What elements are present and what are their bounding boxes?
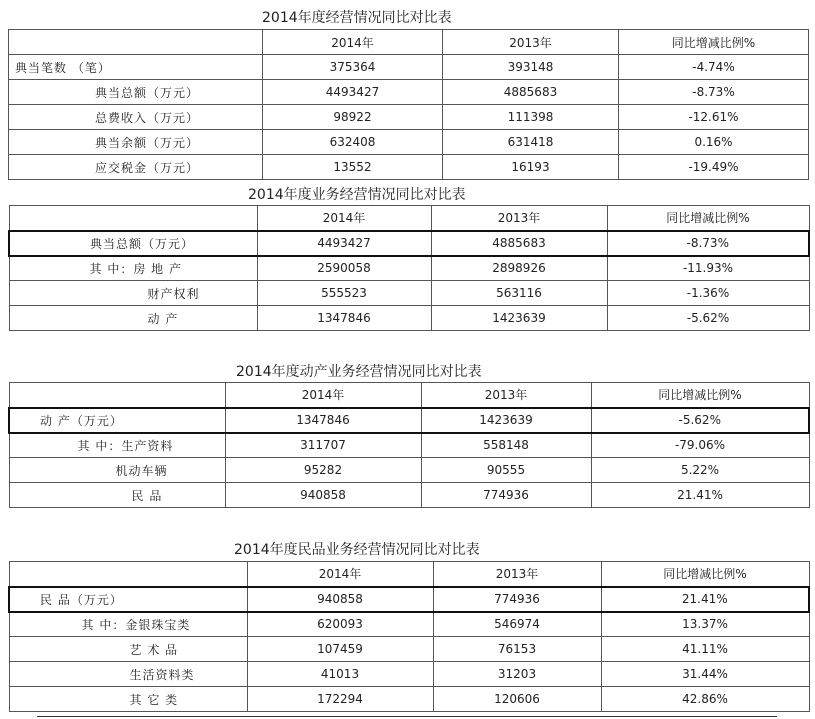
table-row (9, 281, 809, 306)
cell-2013: 546974 (433, 612, 601, 637)
cell-change: 42.86% (601, 687, 809, 712)
cell-2014: 940858 (225, 483, 421, 508)
header-cell-blank (9, 30, 263, 55)
row-label: 机动车辆 (9, 458, 225, 483)
cell-2013: 16193 (443, 155, 619, 180)
cell-2013: 631418 (443, 130, 619, 155)
table-row (9, 256, 809, 281)
cell-2013: 111398 (443, 105, 619, 130)
header-cell-2013: 2013年 (431, 206, 607, 231)
row-label: 其 中：生产资料 (9, 433, 225, 458)
header-cell-2014: 2014年 (263, 30, 443, 55)
row-label: 总费收入（万元） (9, 105, 263, 130)
cell-2013: 4885683 (431, 231, 607, 256)
cell-change: -19.49% (619, 155, 809, 180)
row-label: 典当总额（万元） (9, 231, 257, 256)
table-row (9, 105, 809, 130)
cell-2014: 1347846 (225, 408, 421, 433)
cell-change: 13.37% (601, 612, 809, 637)
cell-change: -4.74% (619, 55, 809, 80)
cell-2014: 375364 (263, 55, 443, 80)
table-row (9, 637, 809, 662)
cell-2014: 41013 (247, 662, 433, 687)
table-row (9, 612, 809, 637)
cell-2014: 940858 (247, 587, 433, 612)
cell-2013: 2898926 (431, 256, 607, 281)
row-label: 生活资料类 (9, 662, 247, 687)
cell-change: -8.73% (607, 231, 809, 256)
cell-2013: 774936 (421, 483, 591, 508)
table-3 (8, 382, 810, 508)
cell-2013: 4885683 (443, 80, 619, 105)
cell-2013: 393148 (443, 55, 619, 80)
header-cell-2014: 2014年 (247, 562, 433, 587)
header-cell-blank (9, 562, 247, 587)
cell-2014: 13552 (263, 155, 443, 180)
header-cell-2013: 2013年 (421, 383, 591, 408)
table-header-row (9, 562, 809, 587)
table-row (9, 55, 809, 80)
cell-2014: 620093 (247, 612, 433, 637)
cell-2013: 120606 (433, 687, 601, 712)
header-cell-change: 同比增减比例% (607, 206, 809, 231)
header-cell-2013: 2013年 (433, 562, 601, 587)
row-label: 其 它 类 (9, 687, 247, 712)
header-cell-change: 同比增减比例% (591, 383, 809, 408)
cell-2013: 76153 (433, 637, 601, 662)
cell-2014: 98922 (263, 105, 443, 130)
table-row (9, 687, 809, 712)
header-cell-change: 同比增减比例% (619, 30, 809, 55)
header-cell-change: 同比增减比例% (601, 562, 809, 587)
header-cell-2014: 2014年 (257, 206, 431, 231)
cell-change: 31.44% (601, 662, 809, 687)
table-row (9, 662, 809, 687)
cell-change: -12.61% (619, 105, 809, 130)
table-header-row (9, 206, 809, 231)
cell-2013: 563116 (431, 281, 607, 306)
cell-2014: 632408 (263, 130, 443, 155)
cell-change: -5.62% (607, 306, 809, 331)
table-1 (8, 29, 809, 180)
cell-2013: 31203 (433, 662, 601, 687)
table-row (9, 408, 809, 433)
cell-2014: 555523 (257, 281, 431, 306)
table-row (9, 130, 809, 155)
cell-change: 21.41% (591, 483, 809, 508)
header-cell-blank (9, 383, 225, 408)
cell-change: 0.16% (619, 130, 809, 155)
table-4-title: 2014年度民品业务经营情况同比对比表 (234, 542, 480, 558)
cell-change: -5.62% (591, 408, 809, 433)
cell-change: -11.93% (607, 256, 809, 281)
row-label: 典当余额（万元） (9, 130, 263, 155)
table-row (9, 483, 809, 508)
cell-change: -79.06% (591, 433, 809, 458)
table-3-title: 2014年度动产业务经营情况同比对比表 (236, 364, 482, 380)
table-row (9, 458, 809, 483)
row-label: 民 品 (9, 483, 225, 508)
row-label: 其 中：金银珠宝类 (9, 612, 247, 637)
page-bottom-divider (37, 716, 777, 717)
cell-2014: 2590058 (257, 256, 431, 281)
row-label: 动 产（万元） (9, 408, 225, 433)
row-label: 应交税金（万元） (9, 155, 263, 180)
cell-change: 21.41% (601, 587, 809, 612)
table-1-title: 2014年度经营情况同比对比表 (262, 10, 452, 26)
table-4 (8, 561, 810, 712)
table-row (9, 80, 809, 105)
table-row (9, 231, 809, 256)
table-2-title: 2014年度业务经营情况同比对比表 (248, 187, 466, 203)
cell-2013: 774936 (433, 587, 601, 612)
row-label: 典当笔数 （笔） (9, 55, 263, 80)
header-cell-2013: 2013年 (443, 30, 619, 55)
cell-2013: 558148 (421, 433, 591, 458)
cell-2013: 90555 (421, 458, 591, 483)
table-row (9, 433, 809, 458)
table-row (9, 306, 809, 331)
row-label: 典当总额（万元） (9, 80, 263, 105)
cell-change: -8.73% (619, 80, 809, 105)
table-header-row (9, 30, 809, 55)
table-row (9, 155, 809, 180)
row-label: 艺 术 品 (9, 637, 247, 662)
table-row (9, 587, 809, 612)
header-cell-blank (9, 206, 257, 231)
cell-change: 5.22% (591, 458, 809, 483)
cell-2013: 1423639 (421, 408, 591, 433)
table-2 (8, 205, 810, 331)
cell-2014: 172294 (247, 687, 433, 712)
cell-2014: 107459 (247, 637, 433, 662)
cell-change: -1.36% (607, 281, 809, 306)
row-label: 动 产 (9, 306, 257, 331)
cell-2014: 4493427 (263, 80, 443, 105)
cell-2014: 4493427 (257, 231, 431, 256)
header-cell-2014: 2014年 (225, 383, 421, 408)
cell-2014: 1347846 (257, 306, 431, 331)
row-label: 其 中：房 地 产 (9, 256, 257, 281)
cell-2014: 95282 (225, 458, 421, 483)
cell-2013: 1423639 (431, 306, 607, 331)
cell-change: 41.11% (601, 637, 809, 662)
row-label: 民 品（万元） (9, 587, 247, 612)
cell-2014: 311707 (225, 433, 421, 458)
table-header-row (9, 383, 809, 408)
row-label: 财产权利 (9, 281, 257, 306)
